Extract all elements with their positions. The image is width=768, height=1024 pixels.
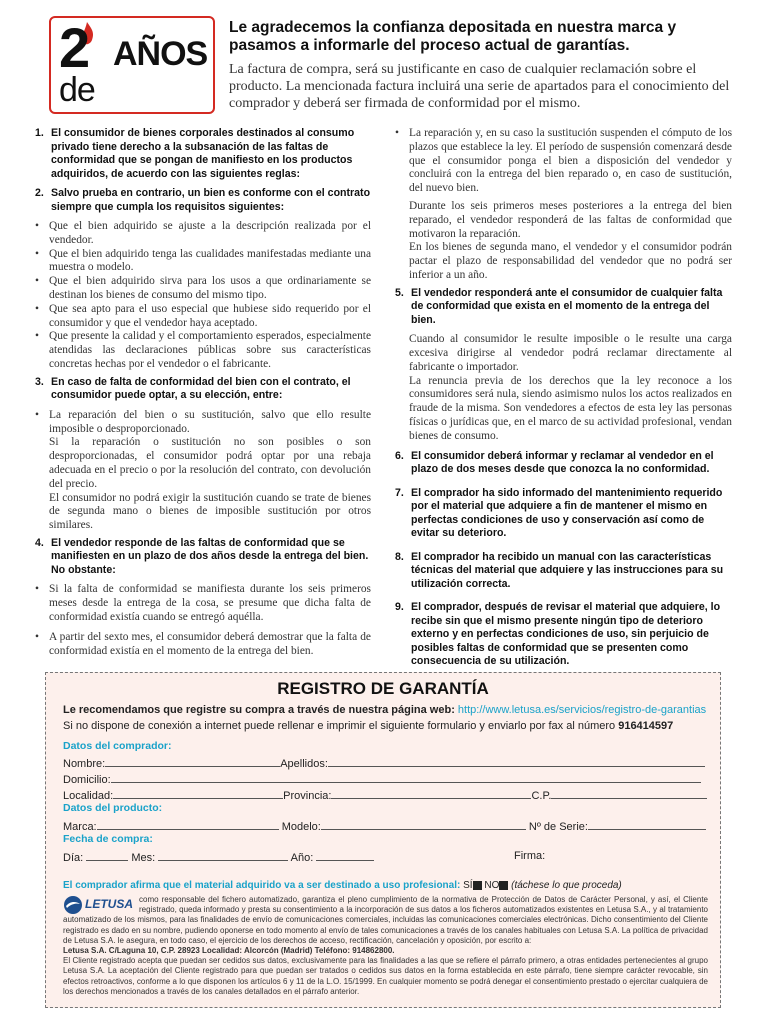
list-item: • Que el bien adquirido sirva para los usos a que ordinariamente se destinan los bienes de consumo del mismo tipo. [35,275,371,303]
product-row: Marca: Modelo: Nº de Serie: [63,819,706,833]
logo-de-garantia: de [59,71,95,109]
paragraph: Si la reparación o sustitución no son posibles o son desproporcionadas, el consumidor podrá optar por una rebaja adecuada en el precio o por la resolución del contrato, con devolución del precio. [49,436,371,490]
header-intro: La factura de compra, será su justificante en caso de cualquier reclamación sobre el producto. La mencionada factura incluirá una serie de apartados para el conocimiento del comprador y deberá ser firmada de conformidad por el mismo. [229,62,730,111]
warranty-registration-form [45,672,721,1008]
list-item: • A partir del sexto mes, el consumidor deberá demostrar que la falta de conformidad existía en el momento de la entrega del bien. [35,631,371,659]
paragraph: La renuncia previa de los derechos que la ley reconoce a los consumidores será nula, siendo asimismo nulos los actos realizados en fraude de la misma. Son vendedores a efectos de esta ley las personas físicas o jurídicas que, en el marco de su actividad profesional, vendan bienes de consumo. [409,374,732,442]
apellidos-field[interactable] [328,756,705,767]
si-checkbox[interactable] [473,881,482,890]
registration-link[interactable]: http://www.letusa.es/servicios/registro-de-garantias [457,704,707,716]
clause-3: 3. En caso de falta de conformidad del bien con el contrato, el consumidor puede optar, a su elección, entre: [35,375,351,402]
modelo-field[interactable] [321,819,526,830]
right-column [395,127,732,675]
clause-6: 6. El consumidor deberá informar y reclamar al vendedor en el plazo de dos meses desde que conozca la no conformidad. [395,449,714,476]
logo-number: 2 [59,16,87,79]
list-item: • Que el bien adquirido tenga las cualidades manifestadas mediante una muestra o modelo. [35,248,371,276]
paragraph: Durante los seis primeros meses posteriores a la entrega del bien reparado, el vendedor responderá de las faltas de conformidad que motivaron la reparación. [409,199,732,240]
professional-use-row: El comprador afirma que el material adquirido va a ser destinado a uso profesional: SÍ NO (táchese lo que proceda) [63,880,622,891]
serie-field[interactable] [588,819,706,830]
header-title: Le agradecemos la confianza depositada en nuestra marca y pasamos a informarle del proceso actual de garantías. [229,19,677,54]
provincia-field[interactable] [331,788,531,799]
list-item: • La reparación y, en su caso la sustitución suspenden el cómputo de los plazos que establece la ley. El período de suspensión comenzará desde que el consumidor ponga el bien a disposición del vendedor y concluirá con la entrega del bien reparado o, en caso de sustitución, del nuevo bien. [395,127,732,196]
list-item: • Que el bien adquirido se ajuste a la descripción realizada por el vendedor. [35,220,371,248]
address-row: Domicilio: [63,772,701,786]
localidad-field[interactable] [113,788,283,799]
registration-title: REGISTRO DE GARANTÍA [277,679,489,698]
clause-7: 7. El comprador ha sido informado del mantenimiento requerido por el material que adquiere a fin de mantener el mismo en perfectas condiciones de uso y conservación así como de evitar su deterioro. [395,486,723,540]
signature-label: Firma: [514,850,546,862]
paragraph: En los bienes de segunda mano, el vendedor y el consumidor podrán pactar el plazo de responsabilidad del vendedor que no podrá ser inferior a un año. [409,241,732,281]
name-row: Nombre: Apellidos: [63,756,705,770]
clause-8: 8. El comprador ha recibido un manual con las características técnicas del material que adquiere y las instrucciones para su utilización correcta. [395,550,724,590]
logo-anos: AÑOS [113,35,208,73]
list-item: • Que sea apto para el uso especial que hubiese sido requerido por el consumidor y que el vendedor haya aceptado. [35,303,371,331]
marca-field[interactable] [97,819,279,830]
letusa-swoosh-icon [63,895,83,915]
list-item: • Si la falta de conformidad se manifiesta durante los seis primeros meses desde la entrega de la cosa, se presume que dicha falta de conformidad existía cuando se entregó aquélla. [35,583,371,624]
purchase-date-label: Fecha de compra: [63,833,153,845]
date-row: Día: Mes: Año: [63,850,374,864]
location-row: Localidad: Provincia: C.P. [63,788,707,802]
dia-field[interactable] [86,850,128,861]
fax-number: 916414597 [618,720,674,732]
cp-field[interactable] [551,788,707,799]
paragraph: Cuando al consumidor le resulte imposible o le resulte una carga excesiva dirigirse al vendedor podrá reclamar directamente al fabricante o importador. [409,333,732,373]
mes-field[interactable] [158,850,288,861]
company-address: Letusa S.A. C/Laguna 10, C.P. 28923 Localidad: Alcorcón (Madrid) Teléfono: 914862800. [63,946,395,956]
list-item: • Que presente la calidad y el comportamiento esperados, especialmente atendidas las declaraciones públicas sobre sus características concretas hechas por el vendedor o el fabricante. [35,330,371,371]
clause-9: 9. El comprador, después de revisar el material que adquiere, lo recibe sin que el mismo presente ningún tipo de deterioro externo y en perfectas condiciones de uso, sin perjuicio de posibles faltas de conformidad que se presenten como consecuencia de su utilización. [395,601,721,668]
clause-1: 1. El consumidor de bienes corporales destinados al consumo privado tiene derecho a la subsanación de las faltas de conformidad que se pongan de manifiesto en los productos adquiridos, de acuerdo con las siguientes reglas: [35,127,355,180]
brand-logo [49,16,215,114]
clause-5: 5. El vendedor responderá ante el consumidor de cualquier falta de conformidad que exista en el momento de la entrega del bien. [395,286,723,326]
clause-4: 4. El vendedor responde de las faltas de conformidad que se manifiesten en un plazo de dos años desde la entrega del bien. No obstante: [35,536,369,576]
legal-notice: LETUSA como responsable del fichero automatizado, garantiza el pleno cumplimiento de la normativa de Protección de Datos de Carácter Personal, y así, el Cliente registrado, queda informado y presta su consentimiento a la incorporación de sus datos a los ficheros automatizados existentes en Letusa S.A., y al tratamiento automatizado de los mismos, para las finalidades de envío de comunicaciones comerciales, incluidas las comunicaciones comerciales electrónicas. Dicho consentimiento del Cliente registrado es dado en su nombre, pudiendo oponerse en todo momento al envío de tales comunicaciones a través de los canales habituales con Letusa S.A. La política de privacidad de Letusa S.A. le asegura, en todo caso, el ejercicio de los derechos de acceso, rectificación, cancelación y oposición, por escrito a: Letusa S.A. C/Laguna 10, C.P. 28923 Localidad: Alcorcón (Madrid) Teléfono: 914862800. El Cliente registrado acepta que puedan ser cedidos sus datos, exclusivamente para las finalidades a las que se refiere el párrafo primero, a otras entidades pertenecientes al grupo Letusa S.A. La aceptación del Cliente registrado para que puedan ser tratados o cedidos sus datos en la forma establecida en este párrafo, tiene siempre carácter revocable, sin efectos retroactivos, conforme a lo que disponen los artículos 6 y 11 de la L.O. 15/1999. En cualquier momento se podrá denegar el consentimiento prestado o ejercitar cualquiera de los derechos mencionados a través de los canales detallados en el párrafo anterior. [63,895,708,996]
paragraph: El consumidor no podrá exigir la sustitución cuando se trate de bienes de segunda mano o bienes de imposible sustitución por otros similares. [49,491,371,532]
domicilio-field[interactable] [111,772,701,783]
fax-instructions: Si no dispone de conexión a internet puede rellenar e imprimir el siguiente formulario y enviarlo por fax al número 916414597 [63,720,674,732]
clause-2: 2. Salvo prueba en contrario, un bien es conforme con el contrato siempre que cumpla los requisitos siguientes: [35,187,371,213]
left-column [35,127,371,658]
letusa-logo: LETUSA [63,895,133,915]
product-section-label: Datos del producto: [63,802,163,814]
ano-field[interactable] [316,850,374,861]
buyer-section-label: Datos del comprador: [63,740,172,752]
no-checkbox[interactable] [499,881,508,890]
nombre-field[interactable] [105,756,280,767]
web-recommendation: Le recomendamos que registre su compra a través de nuestra página web: http://www.letusa.es/servicios/registro-de-garantias [63,704,707,716]
list-item: • La reparación del bien o su sustitución, salvo que ello resulte imposible o desproporcionado. [35,409,371,437]
